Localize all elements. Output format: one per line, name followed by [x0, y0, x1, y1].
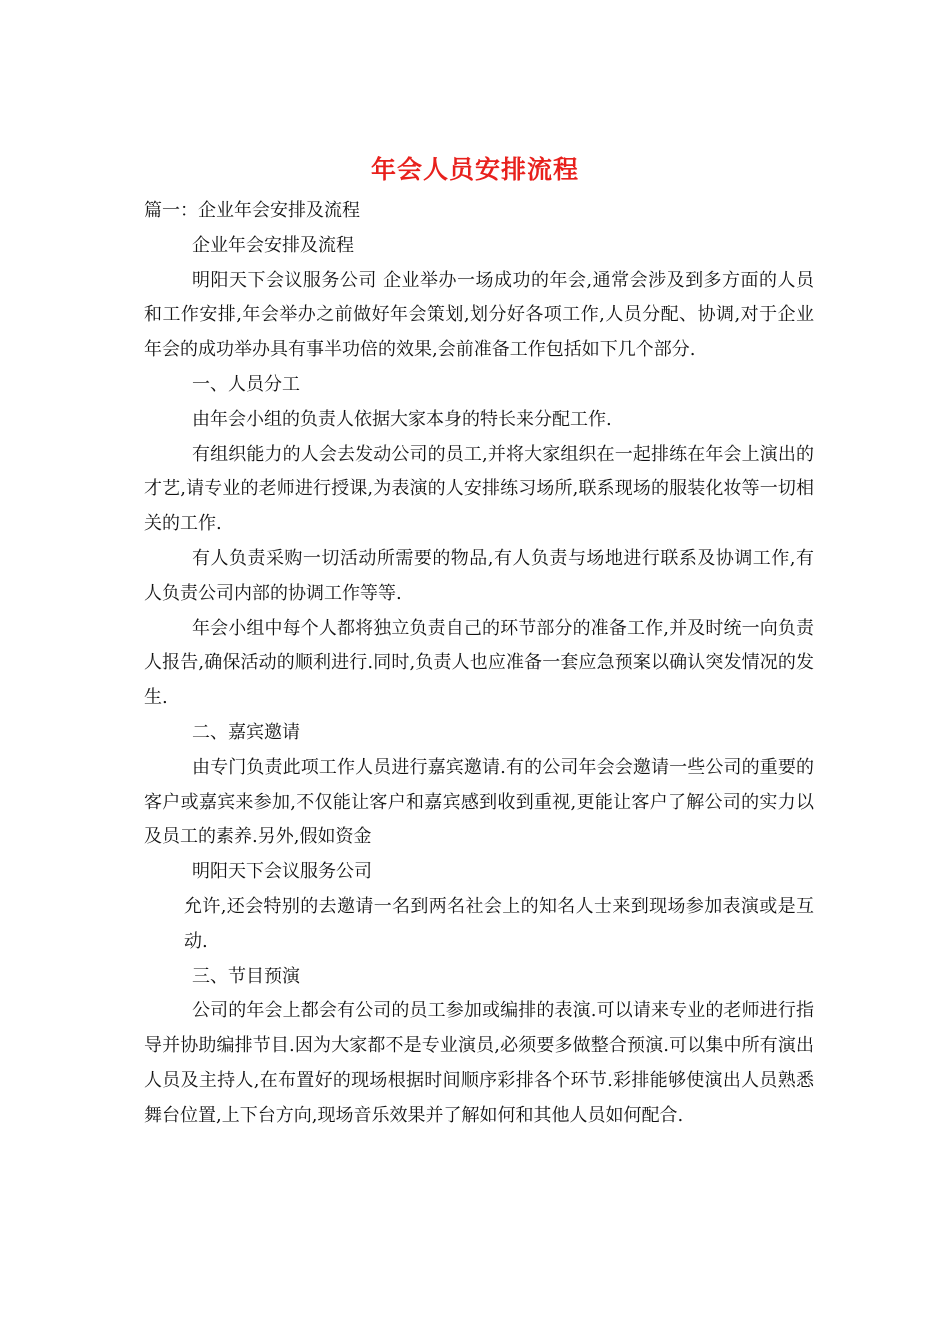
heading-staff-division: 一、人员分工: [192, 373, 300, 395]
heading-program-rehearsal: 三、节目预演: [192, 965, 300, 987]
paragraph: 公司的年会上都会有公司的员工参加或编排的表演.可以请来专业的老师进行指导并协助编排节目.因为大家都不是专业演员,必须要多做整合预演.可以集中所有演出人员及主持人,在布置好的现场根据时间顺序彩排各个环节.彩排能够使演出人员熟悉舞台位置,上下台方向,现场音乐效果并了解如何和其他人员如何配合.: [144, 1000, 814, 1126]
paragraph: 有人负责采购一切活动所需要的物品,有人负责与场地进行联系及协调工作,有人负责公司内部的协调工作等等.: [144, 547, 814, 604]
subtitle: 企业年会安排及流程: [192, 234, 354, 256]
heading-guest-invitation: 二、嘉宾邀请: [192, 721, 300, 743]
document-title: 年会人员安排流程: [370, 155, 579, 184]
paragraph: 由专门负责此项工作人员进行嘉宾邀请.有的公司年会会邀请一些公司的重要的客户或嘉宾来参加,不仅能让客户和嘉宾感到收到重视,更能让客户了解公司的实力以及员工的素养.另外,假如资金: [144, 756, 814, 848]
paragraph: 由年会小组的负责人依据大家本身的特长来分配工作.: [192, 408, 612, 430]
paragraph: 年会小组中每个人都将独立负责自己的环节部分的准备工作,并及时统一向负责人报告,确保活动的顺利进行.同时,负责人也应准备一套应急预案以确认突发情况的发生.: [144, 617, 814, 709]
company-name-line: 明阳天下会议服务公司: [192, 861, 372, 883]
document-body: [144, 194, 814, 1134]
paragraph: 有组织能力的人会去发动公司的员工,并将大家组织在一起排练在年会上演出的才艺,请专业的老师进行授课,为表演的人安排练习场所,联系现场的服装化妆等一切相关的工作.: [144, 443, 814, 535]
paragraph-continuation: 允许,还会特别的去邀请一名到两名社会上的知名人士来到现场参加表演或是互动.: [184, 895, 814, 952]
section-title-part1: 篇一：企业年会安排及流程: [144, 200, 360, 221]
intro-paragraph: 明阳天下会议服务公司 企业举办一场成功的年会,通常会涉及到多方面的人员和工作安排,年会举办之前做好年会策划,划分好各项工作,人员分配、协调,对于企业年会的成功举办具有事半功倍的效果,会前准备工作包括如下几个部分.: [144, 269, 814, 361]
